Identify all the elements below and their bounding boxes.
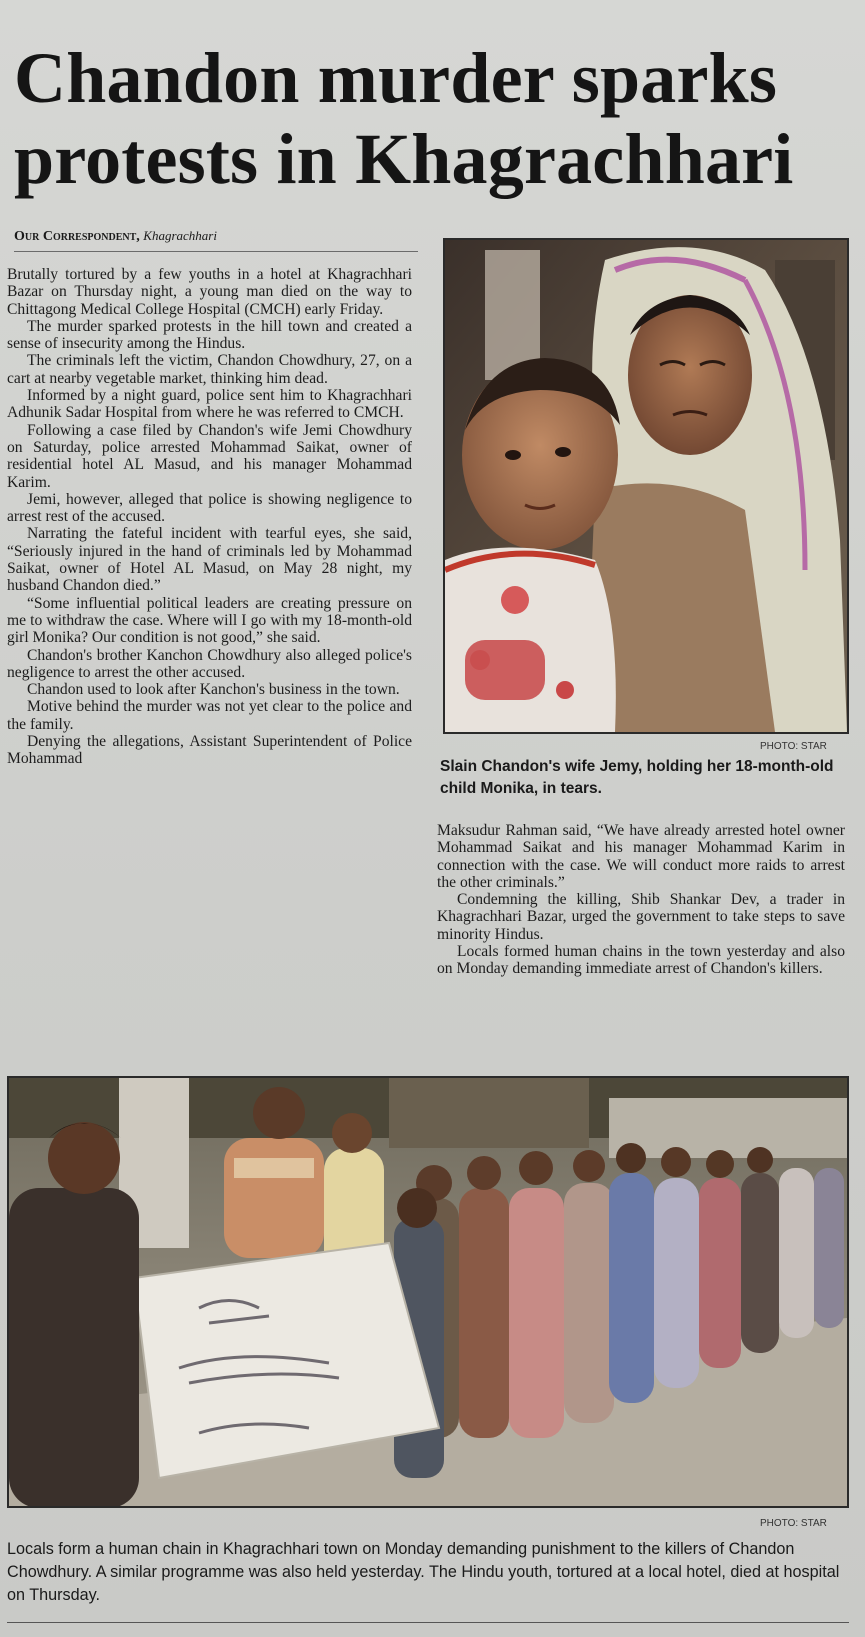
- paragraph: Informed by a night guard, police sent him to Khagrachhari Adhunik Sadar Hospital from where he was referred to CMCH.: [7, 387, 412, 422]
- byline-place: Khagrachhari: [143, 228, 217, 243]
- paragraph: Brutally tortured by a few youths in a hotel at Khagrachhari Bazar on Thursday night, a young man died on the way to Chittagong Medical College Hospital (CMCH) early Friday.: [7, 266, 412, 318]
- photo1-credit: PHOTO: STAR: [760, 741, 827, 752]
- paragraph: The criminals left the victim, Chandon Chowdhury, 27, on a cart at nearby vegetable market, thinking him dead.: [7, 352, 412, 387]
- byline-label: Our Correspondent,: [14, 229, 140, 244]
- byline: [14, 228, 418, 252]
- paragraph: Locals formed human chains in the town yesterday and also on Monday demanding immediate arrest of Chandon's killers.: [437, 943, 845, 978]
- paragraph: Chandon's brother Kanchon Chowdhury also alleged police's negligence to arrest the other accused.: [7, 646, 412, 681]
- photo2-credit: PHOTO: STAR: [760, 1518, 827, 1529]
- photo2-caption: Locals form a human chain in Khagrachhari town on Monday demanding punishment to the killers of Chandon Chowdhury. A similar programme was also held yesterday. The Hindu youth, tortured at a local hotel, died at hospital on Thursday.: [7, 1540, 840, 1604]
- bottom-rule: [7, 1622, 849, 1623]
- paragraph: Motive behind the murder was not yet clear to the police and the family.: [7, 698, 412, 733]
- paragraph: Chandon used to look after Kanchon's business in the town.: [27, 681, 400, 699]
- paragraph: Following a case filed by Chandon's wife Jemi Chowdhury on Saturday, police arrested Mohammad Saikat, owner of residential hotel AL Masud, and his manager Mohammad Karim.: [7, 421, 412, 491]
- paragraph: Jemi, however, alleged that police is showing negligence to arrest rest of the accused.: [7, 490, 412, 526]
- paragraph: Denying the allegations, Assistant Superintendent of Police Mohammad: [7, 733, 412, 768]
- paragraph: Narrating the fateful incident with tearful eyes, she said, “Seriously injured in the hand of criminals led by Mohammad Saikat, owner of Hotel AL Masud, on May 28 night, my husband Chandon died.”: [7, 525, 412, 595]
- paragraph: “Some influential political leaders are creating pressure on me to withdraw the case. Where will I go with my 18-month-old girl Monika? Our condition is not good,” she said.: [7, 594, 412, 647]
- headline: Chandon murder sparks protests in Khagrachhari: [14, 38, 794, 199]
- photo-human-chain: [7, 1076, 849, 1508]
- paragraph: Maksudur Rahman said, “We have already arrested hotel owner Mohammad Saikat and his manager Mohammad Karim in connection with the case. We will conduct more raids to arrest the other criminals.”: [437, 822, 845, 891]
- paragraph: The murder sparked protests in the hill town and created a sense of insecurity among the Hindus.: [7, 317, 412, 353]
- photo-mother-child-illustration: [445, 240, 847, 732]
- photo-human-chain-illustration: [9, 1078, 847, 1506]
- paragraph: Condemning the killing, Shib Shankar Dev, a trader in Khagrachhari Bazar, urged the government to take steps to save minority Hindus.: [437, 891, 845, 943]
- photo1-caption: Slain Chandon's wife Jemy, holding her 18-month-old child Monika, in tears.: [440, 758, 834, 797]
- article-column-left: [7, 266, 412, 768]
- article-column-right: [437, 822, 845, 978]
- photo-mother-child: [443, 238, 849, 734]
